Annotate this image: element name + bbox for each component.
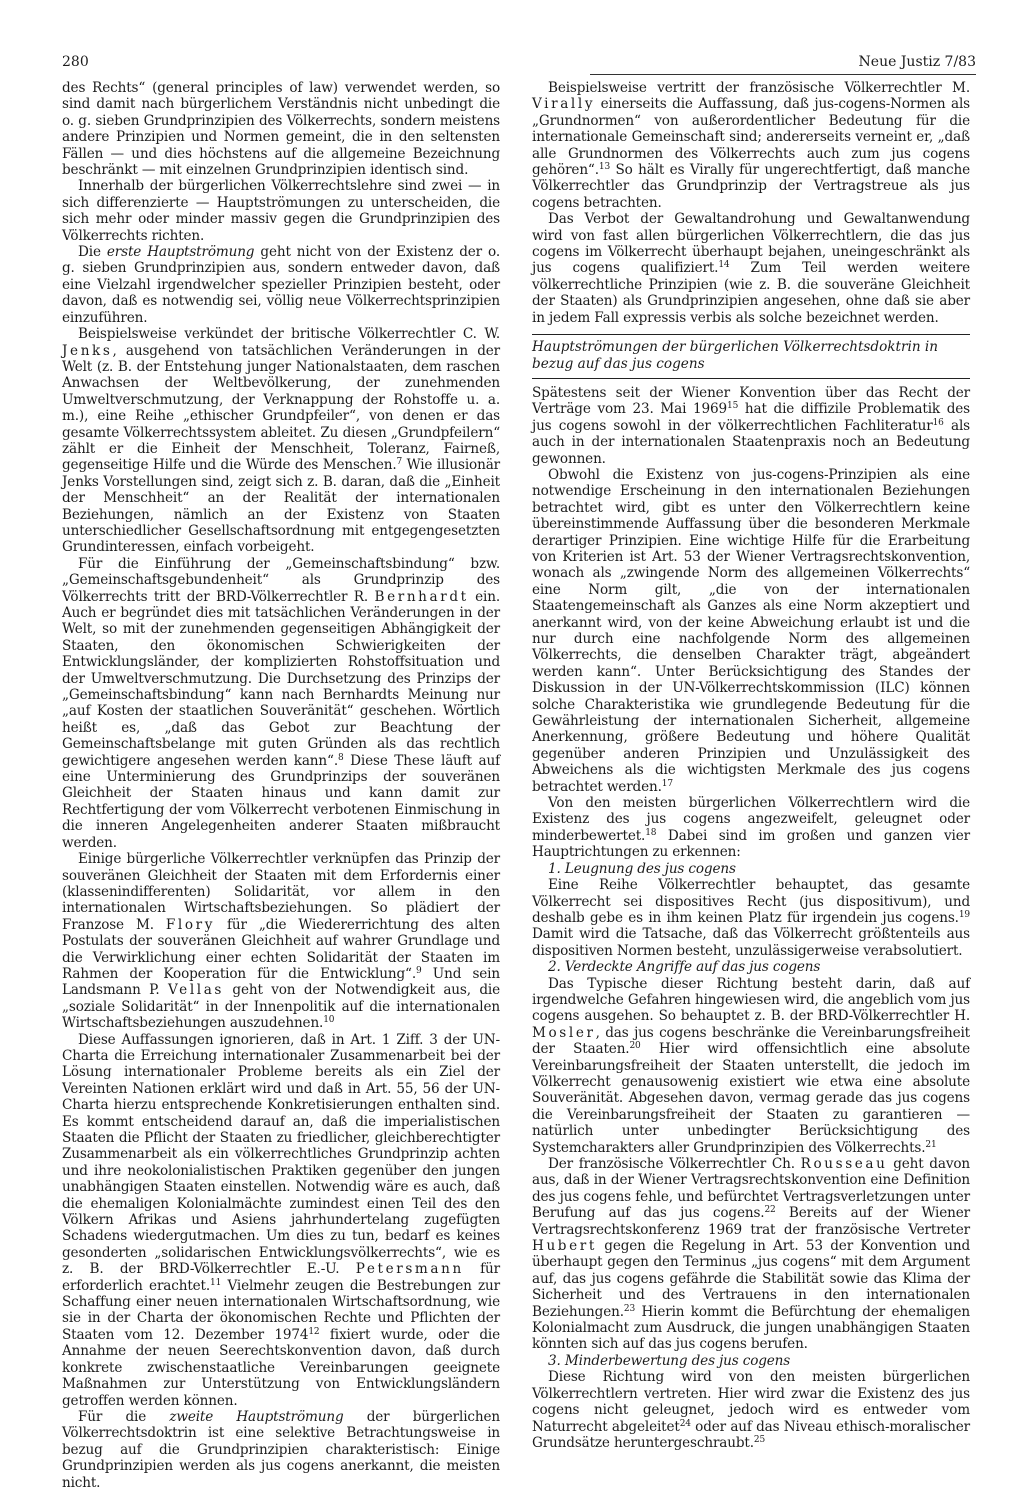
footnote-ref: 20: [629, 1041, 641, 1052]
subheading: 1. Leugnung des jus cogens: [548, 860, 736, 877]
footnote-ref: 7: [396, 457, 403, 468]
paragraph: Obwohl die Existenz von jus-cogens-Prinzipien als eine notwendige Erscheinung in den internationalen Beziehungen betrachtet wird, gibt es unter den Völkerrechtlern keine übereinstimmende Auffassung über die besonderen Merkmale derartiger Prinzipien. Eine wichtige Hilfe für die Erarbeitung von Kriterien ist Art. 53 der Wiener Vertragsrechtskonvention, wonach als „zwingende Norm des allgemeinen Völkerrechts“ eine Norm gilt, „die von der internationalen Staatengemeinschaft als Ganzes als eine Norm akzeptiert und anerkannt wird, von der keine Abweichung erlaubt ist und die nur durch eine nachfolgende Norm des allgemeinen Völkerrechts, die denselben Charakter trägt, abgeändert werden kann“. Unter Berücksichtigung des Standes der Diskussion in der UN-Völkerrechtskommission (ILC) können solche Charakteristika wie grundlegende Bedeutung für die Gewährleistung der internationalen Sicherheit, allgemeine Anerkennung, größere Bedeutung und höhere Qualität gegenüber anderen Prinzipien und Unzulässigkeit des Abweichens als die wichtigsten Merkmale des jus cogens betrachtet werden.$^{17}$: [532, 466, 970, 795]
footnote-ref: 17: [661, 778, 673, 789]
paragraph: Diese Auffassungen ignorieren, daß in Art. 1 Ziff. 3 der UN-Charta die Erreichung internationaler Zusammenarbeit bei der Lösung internationaler Probleme bereits als ein Ziel der Vereinten Nationen erklärt wird und daß in Art. 55, 56 der UN-Charta hierzu entsprechende Konkretisierungen enthalten sind. Es kommt entscheidend darauf an, daß die imperialistischen Staaten die Pflicht der Staaten zu friedlicher, gleichberechtigter Zusammenarbeit als ein völkerrechtliches Grundprinzip achten und ihre neokolonialistischen Praktiken gegenüber den jungen unabhängigen Staaten einstellen. Notwendig wäre es auch, daß die ehemaligen Kolonialmächte zumindest einen Teil des den Völkern Afrikas und Asiens jahrhundertelang zugefügten Schadens wiedergutmachen. Um dies zu tun, bedarf es keines gesonderten „solidarischen Entwicklungsvölkerrechts“, wie es z. B. der BRD-Völkerrechtler E.-U. Petersmann für erforderlich erachtet.$^{11}$ Vielmehr zeugen die Bestrebungen zur Schaffung einer neuen internationalen Wirtschaftsordnung, wie sie in der Charta der ökonomischen Rechte und Pflichten der Staaten vom 12. Dezember 1974$^{12}$ fixiert wurde, oder die Annahme der neuen Seerechtskonvention davon, daß durch konkrete zwischenstaatliche Vereinbarungen geeignete Maßnahmen zur Unterstützung von Entwicklungsländern getroffen werden können.: [62, 1031, 500, 1409]
page-header: [62, 54, 976, 76]
subheading: 2. Verdeckte Angriffe auf das jus cogens: [548, 959, 821, 976]
page-number: 280: [62, 54, 89, 70]
footnote-ref: 9: [416, 965, 422, 976]
paragraph: Für die Einführung der „Gemeinschaftsbindung“ bzw. „Gemeinschaftsgebundenheit“ als Grundprinzip des Völkerrechts tritt der BRD-Völkerrechtler R. Bernhardt ein. Auch er begründet dies mit tatsächlichen Veränderungen in der Welt, so mit der zunehmenden gegenseitigen Abhängigkeit der Staaten, den ökonomischen Schwierigkeiten der Entwicklungsländer, der komplizierten Rohstoffsituation und der Umweltverschmutzung. Die Durchsetzung des Prinzips der „Gemeinschaftsbindung“ kann nach Bernhardts Meinung nur „auf Kosten der staatlichen Souveränität“ geschehen. Wörtlich heißt es, „daß das Gebot zur Beachtung der Gemeinschaftsbelange mit guten Gründen als das rechtlich gewichtigere angesehen werden kann“.$^8$ Diese These läuft auf eine Unterminierung des Grundprinzips der souveränen Gleichheit der Staaten hinaus und kann damit zur Rechtfertigung der vom Völkerrecht verbotenen Einmischung in die inneren Angelegenheiten anderer Staaten mißbraucht werden.: [62, 555, 500, 851]
left-column: [62, 80, 500, 1491]
paragraph: Beispielsweise vertritt der französische Völkerrechtler M. Virally einerseits die Auffassung, daß jus-cogens-Normen als „Grundnormen“ von außerordentlicher Bedeutung für die internationale Gemeinschaft sind; andererseits verneint er, „daß alle Grundnormen des Völkerrechts auch zum jus cogens gehören“.$^{13}$ So hält es Virally für ungerechtfertigt, daß manche Völkerrechtler das Grundprinzip der Vertragstreue als jus cogens betrachten.: [532, 80, 970, 211]
paragraph: Von den meisten bürgerlichen Völkerrechtlern wird die Existenz des jus cogens angezweifelt, geleugnet oder minderbewertet.$^{18}$ Dabei sind im großen und ganzen vier Hauptrichtungen zu erkennen:: [532, 795, 970, 861]
header-rule: [590, 74, 976, 75]
right-column: [532, 80, 970, 1451]
footnote-ref: 13: [598, 162, 611, 173]
paragraph: Das Typische dieser Richtung besteht darin, daß auf irgendwelche Gefahren hingewiesen wird, die angeblich vom jus cogens ausgehen. So behauptet z. B. der BRD-Völkerrechtler H. Mosler, das jus cogens beschränke die Vereinbarungsfreiheit der Staaten.$^{20}$ Hier wird offensichtlich eine absolute Vereinbarungsfreiheit der Staaten unterstellt, die jedoch im Völkerrecht genausowenig existiert wie etwa eine absolute Souveränität. Abgesehen davon, vermag gerade das jus cogens die Vereinbarungsfreiheit der Staaten zu garantieren — natürlich unter unbedingter Berücksichtigung des Systemcharakters aller Grundprinzipien des Völkerrechts.$^{21}$: [532, 975, 970, 1156]
subheading: 3. Minderbewertung des jus cogens: [548, 1352, 791, 1369]
section-heading: Hauptströmungen der bürgerlichen Völkerrechtsdoktrin in bezug auf das jus cogens: [532, 334, 970, 379]
paragraph: des Rechts“ (general principles of law) verwendet werden, so sind damit nach bürgerlichem Verständnis nicht unbedingt die o. g. sieben Grundprinzipien des Völkerrechts, sondern meistens andere Prinzipien und Normen gemeint, die in den seltensten Fällen — und dies höchstens auf die allgemeine Bezeichnung beschränkt — mit einzelnen Grundprinzipien identisch sind.: [62, 80, 500, 179]
paragraph: Das Verbot der Gewaltandrohung und Gewaltanwendung wird von fast allen bürgerlichen Völkerrechtlern, die das jus cogens im Völkerrecht überhaupt bejahen, uneingeschränkt als jus cogens qualifiziert.$^{14}$ Zum Teil werden weitere völkerrechtliche Prinzipien (wie z. B. die souveräne Gleichheit der Staaten) als Grundprinzipien angesehen, ohne daß sie aber in jedem Fall expressis verbis als solche bezeichnet werden.: [532, 211, 970, 326]
footnote-ref: 15: [727, 401, 739, 412]
paragraph: Innerhalb der bürgerlichen Völkerrechtslehre sind zwei — in sich differenzierte — Hauptströmungen zu unterscheiden, die sich mehr oder minder massiv gegen die Grundprinzipien des Völkerrechts richten.: [62, 178, 500, 244]
footnote-ref: 25: [753, 1434, 766, 1445]
footnote-ref: 14: [718, 260, 730, 271]
paragraph: Einige bürgerliche Völkerrechtler verknüpfen das Prinzip der souveränen Gleichheit der Staaten mit dem Erfordernis einer (klassenindifferenten) Solidarität, vor allem in den internationalen Wirtschaftsbeziehungen. So plädiert der Franzose M. Flory für „die Wiedererrichtung des alten Postulats der souveränen Gleichheit auf wahrer Grundlage und die Verwirklichung einer echten Solidarität der Staaten im Rahmen der Kooperation für die Entwicklung“.$^9$ Und sein Landsmann P. Vellas geht von der Notwendigkeit aus, die „soziale Solidarität“ in der Innenpolitik auf die internationalen Wirtschaftsbeziehungen auszudehnen.$^{10}$: [62, 851, 500, 1032]
paragraph: Beispielsweise verkündet der britische Völkerrechtler C. W. Jenks, ausgehend von tatsächlichen Veränderungen in der Welt (z. B. der Entstehung junger Nationalstaaten, dem raschen Anwachsen der Weltbevölkerung, der zunehmenden Umweltverschmutzung, der Verknappung der Rohstoffe u. a. m.), eine Reihe „ethischer Grundpfeiler“, von denen er das gesamte Völkerrechtssystem ableitet. Zu diesen „Grundpfeilern“ zählt er die Einheit der Menschheit, Toleranz, Fairneß, gegenseitige Hilfe und die Würde des Menschen.$^7$ Wie illusionär Jenks Vorstellungen sind, zeigt sich z. B. daran, daß die „Einheit der Menschheit“ an der Realität der internationalen Beziehungen, nämlich an der Existenz von Staaten unterschiedlicher Gesellschaftsordnung mit entgegengesetzten Grundinteressen, einfach vorbeigeht.: [62, 326, 500, 556]
footnote-ref: 24: [679, 1418, 691, 1429]
footnote-ref: 18: [645, 827, 657, 838]
footnote-ref: 8: [337, 752, 344, 763]
footnote-ref: 12: [308, 1326, 320, 1337]
footnote-ref: 11: [210, 1277, 222, 1288]
paragraph: Für die zweite Hauptströmung der bürgerlichen Völkerrechtsdoktrin ist eine selektive Betrachtungsweise in bezug auf die Grundprinzipien charakteristisch: Einige Grundprinzipien werden als jus cogens anerkannt, die meisten nicht.: [62, 1408, 500, 1491]
journal-title: Neue Justiz 7/83: [858, 54, 976, 70]
footnote-ref: 10: [323, 1015, 335, 1026]
footnote-ref: 16: [932, 417, 944, 428]
footnote-ref: 19: [958, 909, 970, 920]
paragraph: Diese Richtung wird von den meisten bürgerlichen Völkerrechtlern vertreten. Hier wird zwar die Existenz des jus cogens nicht geleugnet, jedoch wird es entweder vom Naturrecht abgeleitet$^{24}$ oder auf das Niveau ethisch-moralischer Grundsätze heruntergeschraubt.$^{25}$: [532, 1369, 970, 1451]
paragraph: Die erste Hauptströmung geht nicht von der Existenz der o. g. sieben Grundprinzipien aus, sondern entweder davon, daß eine Vielzahl irgendwelcher spezieller Prinzipien besteht, oder davon, daß es notwendig sei, völlig neue Völkerrechtsprinzipien einzuführen.: [62, 244, 501, 326]
footnote-ref: 22: [764, 1205, 776, 1216]
paragraph: Spätestens seit der Wiener Konvention über das Recht der Verträge vom 23. Mai 1969$^{15}$ hat die diffizile Problematik des jus cogens sowohl in der völkerrechtlichen Fachliteratur$^{16}$ als auch in der internationalen Staatenpraxis noch an Bedeutung gewonnen.: [532, 384, 970, 467]
footnote-ref: 21: [925, 1139, 937, 1150]
footnote-ref: 23: [623, 1303, 636, 1314]
paragraph: Eine Reihe Völkerrechtler behauptet, das gesamte Völkerrecht sei dispositives Recht (jus dispositivum), und deshalb gebe es in ihm keinen Platz für irgendein jus cogens.$^{19}$ Damit wird die Tatsache, daß das Völkerrecht größtenteils aus dispositiven Normen besteht, unzulässigerweise verabsolutiert.: [532, 877, 970, 959]
paragraph: Der französische Völkerrechtler Ch. Rousseau geht davon aus, daß in der Wiener Vertragsrechtskonvention eine Definition des jus cogens fehle, und befürchtet Vertragsverletzungen unter Berufung auf das jus cogens.$^{22}$ Bereits auf der Wiener Vertragsrechtskonferenz 1969 trat der französische Vertreter Hubert gegen die Regelung in Art. 53 der Konvention und überhaupt gegen den Terminus „jus cogens“ mit dem Argument auf, das jus cogens gefährde die Stabilität sowie das Klima der Sicherheit und des Vertrauens in den internationalen Beziehungen.$^{23}$ Hierin kommt die Befürchtung der ehemaligen Kolonialmacht zum Ausdruck, die jungen unabhängigen Staaten könnten sich auf das jus cogens berufen.: [532, 1156, 970, 1353]
